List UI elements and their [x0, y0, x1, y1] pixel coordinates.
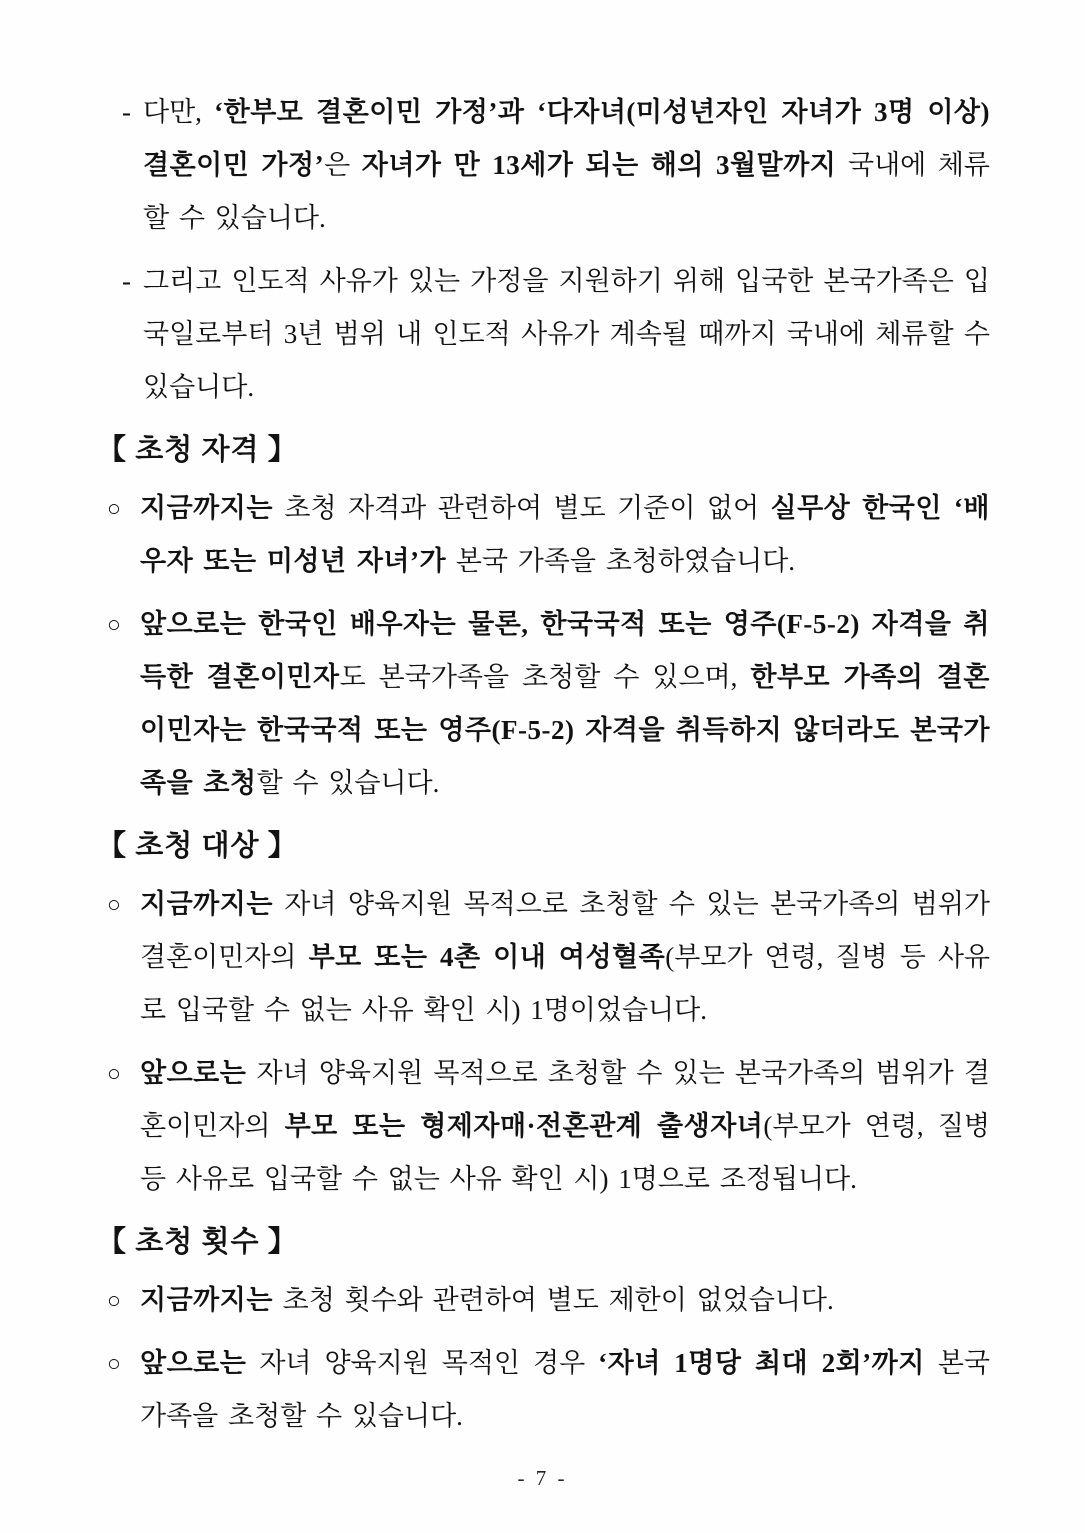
dash-list-item: [122, 255, 990, 414]
bullet-list-item: [107, 482, 990, 588]
paragraph-text: 그리고 인도적 사유가 있는 가정을 지원하기 위해 입국한 본국가족은 입국일로부터 3년 범위 내 인도적 사유가 계속될 때까지 국내에 체류할 수 있습니다.: [143, 266, 990, 402]
circle-bullet-marker: ○: [107, 612, 121, 637]
paragraph-text: 지금까지는 자녀 양육지원 목적으로 초청할 수 있는 본국가족의 범위가 결혼이민자의 부모 또는 4촌 이내 여성혈족(부모가 연령, 질병 등 사유로 입국할 수 없는 사유 확인 시) 1명이었습니다.: [140, 889, 991, 1025]
paragraph-text: 앞으로는 한국인 배우자는 물론, 한국국적 또는 영주(F-5-2) 자격을 취득한 결혼이민자도 본국가족을 초청할 수 있으며, 한부모 가족의 결혼이민자는 한국국적 또는 영주(F-5-2) 자격을 취득하지 않더라도 본국가족을 초청할 수 있습니다.: [140, 609, 990, 798]
dash-list-item: [122, 86, 990, 245]
bullet-list-item: [107, 878, 990, 1037]
circle-bullet-marker: ○: [107, 1288, 121, 1313]
paragraph-text: 앞으로는 자녀 양육지원 목적인 경우 ‘자녀 1명당 최대 2회’까지 본국 가족을 초청할 수 있습니다.: [140, 1348, 990, 1431]
section-header: 【 초청 횟수 】: [97, 1226, 298, 1258]
bullet-list-item: [107, 1337, 990, 1443]
dash-marker: -: [122, 266, 131, 296]
circle-bullet-marker: ○: [107, 496, 121, 521]
section-header: 【 초청 대상 】: [97, 830, 298, 862]
bullet-list-item: [107, 1274, 990, 1327]
dash-marker: -: [122, 97, 131, 127]
paragraph-text: 지금까지는 초청 자격과 관련하여 별도 기준이 없어 실무상 한국인 ‘배우자 또는 미성년 자녀’가 본국 가족을 초청하였습니다.: [140, 493, 990, 576]
bullet-list-item: [107, 598, 990, 810]
circle-bullet-marker: ○: [107, 892, 121, 917]
circle-bullet-marker: ○: [107, 1061, 121, 1086]
paragraph-text: 지금까지는 초청 횟수와 관련하여 별도 제한이 없었습니다.: [140, 1285, 834, 1315]
paragraph-text: 앞으로는 자녀 양육지원 목적으로 초청할 수 있는 본국가족의 범위가 결혼이민자의 부모 또는 형제자매·전혼관계 출생자녀(부모가 연령, 질병 등 사유로 입국할 수 없는 사유 확인 시) 1명으로 조정됩니다.: [140, 1058, 990, 1194]
paragraph-text: 다만, ‘한부모 결혼이민 가정’과 ‘다자녀(미성년자인 자녀가 3명 이상) 결혼이민 가정’은 자녀가 만 13세가 되는 해의 3월말까지 국내에 체류할 수 있습니다.: [143, 97, 990, 233]
section-header: 【 초청 자격 】: [97, 434, 298, 466]
bullet-list-item: [107, 1047, 990, 1206]
document-body: [97, 86, 990, 1443]
page-number: - 7 -: [517, 1466, 568, 1490]
circle-bullet-marker: ○: [107, 1351, 121, 1376]
